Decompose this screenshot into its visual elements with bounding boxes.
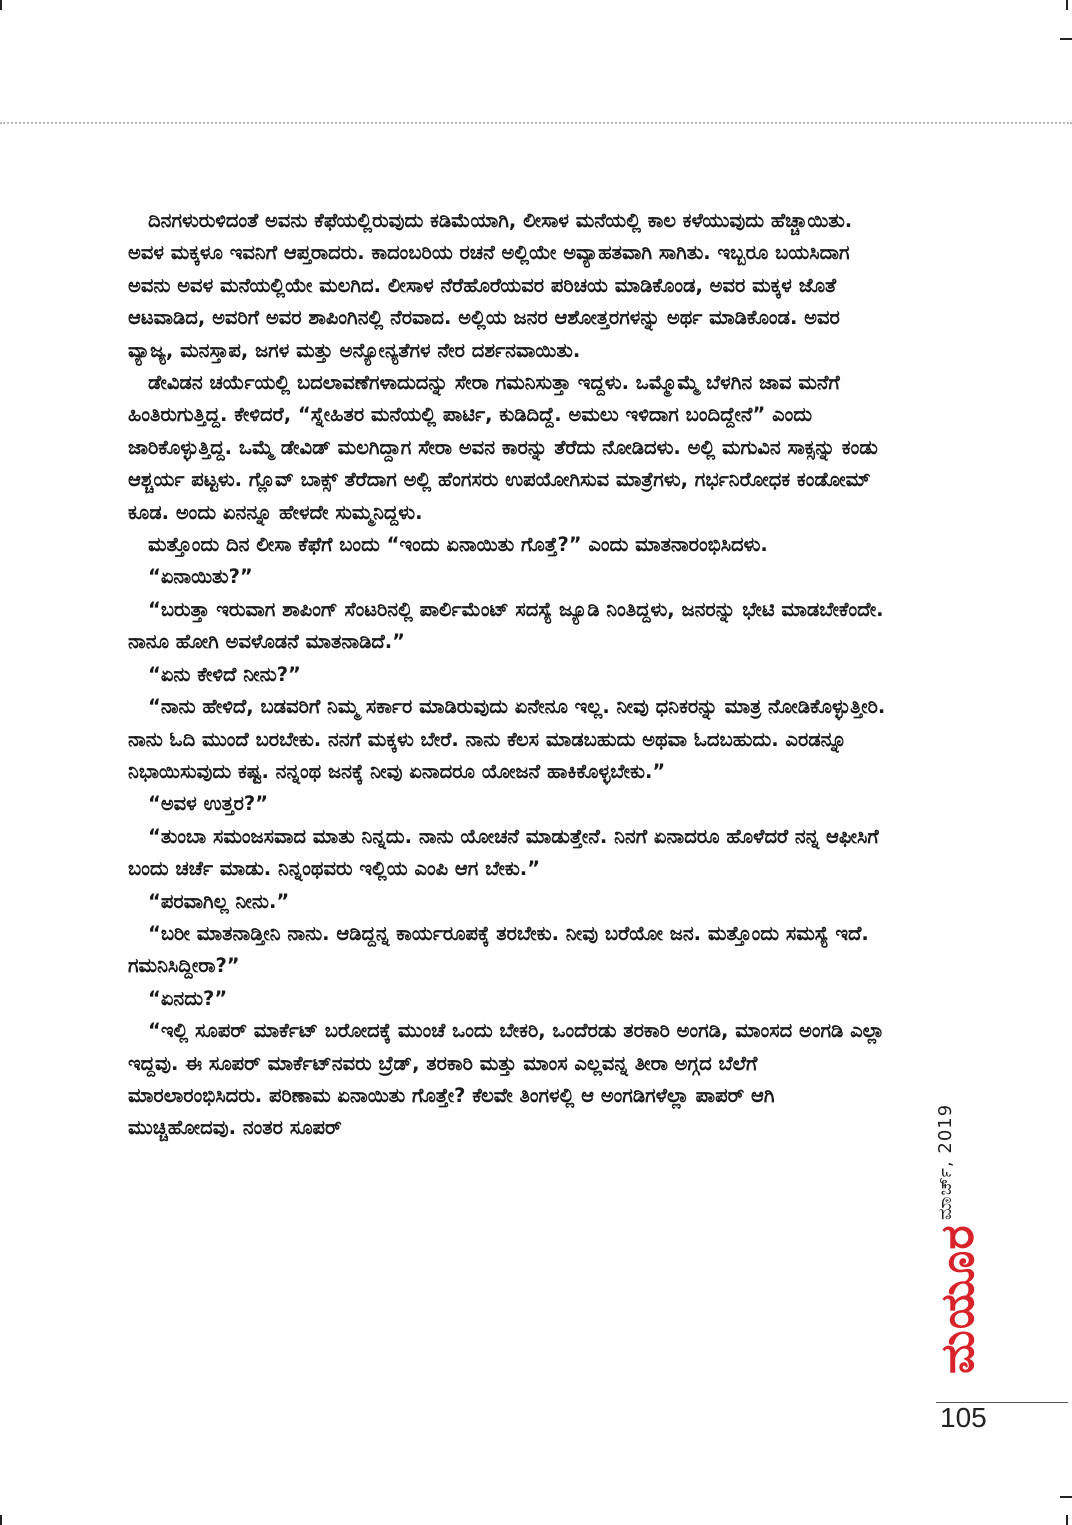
paragraph: “ತುಂಬಾ ಸಮಂಜಸವಾದ ಮಾತು ನಿನ್ನದು. ನಾನು ಯೋಚನೆ ಮಾಡುತ್ತೇನೆ. ನಿನಗೆ ಏನಾದರೂ ಹೊಳೆದರೆ ನನ್ನ ಆಫೀಸಿಗೆ ಬಂದು ಚರ್ಚೆ ಮಾಡು. ನಿನ್ನಂಥವರು ಇಲ್ಲಿಯ ಎಂಪಿ ಆಗ ಬೇಕು.”: [128, 824, 879, 881]
crop-mark-right-upper: [1060, 38, 1072, 40]
paragraph: “ಬರುತ್ತಾ ಇರುವಾಗ ಶಾಪಿಂಗ್ ಸೆಂಟರಿನಲ್ಲಿ ಪಾರ್ಲಿಮೆಂಟ್ ಸದಸ್ಯೆ ಜ್ಯೂಡಿ ನಿಂತಿದ್ದಳು, ಜನರನ್ನು ಭೇಟಿ ಮಾಡಬೇಕೆಂದೇ. ನಾನೂ ಹೋಗಿ ಅವಳೊಡನೆ ಮಾತನಾಡಿದೆ.”: [128, 597, 884, 654]
crop-mark-right-lower: [1060, 1496, 1072, 1498]
paragraph: “ಬರೀ ಮಾತನಾಡ್ತೀನಿ ನಾನು. ಆಡಿದ್ದನ್ನ ಕಾರ್ಯರೂಪಕ್ಕೆ ತರಬೇಕು. ನೀವು ಬರೆಯೋ ಜನ. ಮತ್ತೊಂದು ಸಮಸ್ಯೆ ಇದೆ. ಗಮನಿಸಿದ್ದೀರಾ?”: [128, 921, 869, 978]
paragraph: ದಿನಗಳುರುಳಿದಂತೆ ಅವನು ಕೆಫೆಯಲ್ಲಿರುವುದು ಕಡಿಮೆಯಾಗಿ, ಲೀಸಾಳ ಮನೆಯಲ್ಲಿ ಕಾಲ ಕಳೆಯುವುದು ಹೆಚ್ಚಾಯಿತು. ಅವಳ ಮಕ್ಕಳೂ ಇವನಿಗೆ ಆಪ್ತರಾದರು. ಕಾದಂಬರಿಯ ರಚನೆ ಅಲ್ಲಿಯೇ ಅವ್ಯಾಹತವಾಗಿ ಸಾಗಿತು. ಇಬ್ಬರೂ ಬಯಸಿದಾಗ ಅವನು ಅವಳ ಮನೆಯಲ್ಲಿಯೇ ಮಲಗಿದ. ಲೀಸಾಳ ನೆರೆಹೊರೆಯವರ ಪರಿಚಯ ಮಾಡಿಕೊಂಡ, ಅವರ ಮಕ್ಕಳ ಜೊತೆ ಆಟವಾಡಿದ, ಅವರಿಗೆ ಅವರ ಶಾಪಿಂಗಿನಲ್ಲಿ ನೆರವಾದ. ಅಲ್ಲಿಯ ಜನರ ಆಶೋತ್ತರಗಳನ್ನು ಅರ್ಥ ಮಾಡಿಕೊಂಡ. ಅವರ ವ್ಯಾಜ್ಯ, ಮನಸ್ತಾಪ, ಜಗಳ ಮತ್ತು ಅನ್ಯೋನ್ಯತೆಗಳ ನೇರ ದರ್ಶನವಾಯಿತು.: [128, 209, 853, 362]
paragraph: “ಏನಾಯಿತು?”: [148, 565, 253, 589]
crop-mark-top-right: [1066, 0, 1068, 10]
paragraph: “ಏನದು?”: [148, 986, 228, 1010]
page-number: 105: [940, 1402, 987, 1433]
paragraph: “ಅವಳ ಉತ್ತರ?”: [148, 792, 269, 816]
magazine-logo: ಮಯೂರ: [930, 1224, 984, 1374]
crop-mark-bottom-left: [0, 1515, 2, 1525]
paragraph: “ಏನು ಕೇಳಿದೆ ನೀನು?”: [148, 662, 301, 686]
header-dotted-rule: [0, 122, 1072, 124]
crop-mark-top-left: [0, 0, 2, 10]
paragraph: ಮತ್ತೊಂದು ದಿನ ಲೀಸಾ ಕೆಫೆಗೆ ಬಂದು “ಇಂದು ಏನಾಯಿತು ಗೊತ್ತೆ?” ಎಂದು ಮಾತನಾರಂಭಿಸಿದಳು.: [148, 533, 768, 557]
article-body: [128, 205, 888, 1145]
paragraph: “ನಾನು ಹೇಳಿದೆ, ಬಡವರಿಗೆ ನಿಮ್ಮ ಸರ್ಕಾರ ಮಾಡಿರುವುದು ಏನೇನೂ ಇಲ್ಲ. ನೀವು ಧನಿಕರನ್ನು ಮಾತ್ರ ನೋಡಿಕೊಳ್ಳುತ್ತೀರಿ. ನಾನು ಓದಿ ಮುಂದೆ ಬರಬೇಕು. ನನಗೆ ಮಕ್ಕಳು ಬೇರೆ. ನಾನು ಕೆಲಸ ಮಾಡಬಹುದು ಅಥವಾ ಓದಬಹುದು. ಎರಡನ್ನೂ ನಿಭಾಯಿಸುವುದು ಕಷ್ಟ. ನನ್ನಂಥ ಜನಕ್ಕೆ ನೀವು ಏನಾದರೂ ಯೋಜನೆ ಹಾಕಿಕೊಳ್ಳಬೇಕು.”: [128, 695, 886, 783]
paragraph: “ಇಲ್ಲಿ ಸೂಪರ್ ಮಾರ್ಕೆಟ್ ಬರೋದಕ್ಕೆ ಮುಂಚೆ ಒಂದು ಬೇಕರಿ, ಒಂದೆರಡು ತರಕಾರಿ ಅಂಗಡಿ, ಮಾಂಸದ ಅಂಗಡಿ ಎಲ್ಲಾ ಇದ್ದವು. ಈ ಸೂಪರ್ ಮಾರ್ಕೆಟ್‌ನವರು ಬ್ರೆಡ್, ತರಕಾರಿ ಮತ್ತು ಮಾಂಸ ಎಲ್ಲವನ್ನ ತೀರಾ ಅಗ್ಗದ ಬೆಲೆಗೆ ಮಾರಲಾರಂಭಿಸಿದರು. ಪರಿಣಾಮ ಏನಾಯಿತು ಗೊತ್ತೇ? ಕೆಲವೇ ತಿಂಗಳಲ್ಲಿ ಆ ಅಂಗಡಿಗಳೆಲ್ಲಾ ಪಾಪರ್ ಆಗಿ ಮುಚ್ಚಿಹೋದವು. ನಂತರ ಸೂಪರ್: [128, 1019, 885, 1140]
issue-date: ಮಾರ್ಚ್, 2019: [935, 1103, 956, 1220]
paragraph: “ಪರವಾಗಿಲ್ಲ ನೀನು.”: [148, 889, 290, 913]
paragraph: ಡೇವಿಡನ ಚರ್ಯೆಯಲ್ಲಿ ಬದಲಾವಣೆಗಳಾದುದನ್ನು ಸೇರಾ ಗಮನಿಸುತ್ತಾ ಇದ್ದಳು. ಒಮ್ಮೊಮ್ಮೆ ಬೆಳಗಿನ ಜಾವ ಮನೆಗೆ ಹಿಂತಿರುಗುತ್ತಿದ್ದ. ಕೇಳಿದರೆ, “ಸ್ನೇಹಿತರ ಮನೆಯಲ್ಲಿ ಪಾರ್ಟಿ, ಕುಡಿದಿದ್ದೆ. ಅಮಲು ಇಳಿದಾಗ ಬಂದಿದ್ದೇನೆ” ಎಂದು ಜಾರಿಕೊಳ್ಳುತ್ತಿದ್ದ. ಒಮ್ಮೆ ಡೇವಿಡ್ ಮಲಗಿದ್ದಾಗ ಸೇರಾ ಅವನ ಕಾರನ್ನು ತೆರೆದು ನೋಡಿದಳು. ಅಲ್ಲಿ ಮಗುವಿನ ಸಾಕ್ಸನ್ನು ಕಂಡು ಆಶ್ಚರ್ಯ ಪಟ್ಟಳು. ಗ್ಲೊವ್ ಬಾಕ್ಸ್ ತೆರೆದಾಗ ಅಲ್ಲಿ ಹೆಂಗಸರು ಉಪಯೋಗಿಸುವ ಮಾತ್ರೆಗಳು, ಗರ್ಭನಿರೋಧಕ ಕಂಡೋಮ್ ಕೂಡ. ಅಂದು ಏನನ್ನೂ ಹೇಳದೇ ಸುಮ್ಮನಿದ್ದಳು.: [128, 371, 878, 524]
crop-mark-bottom-right: [1066, 1515, 1068, 1525]
